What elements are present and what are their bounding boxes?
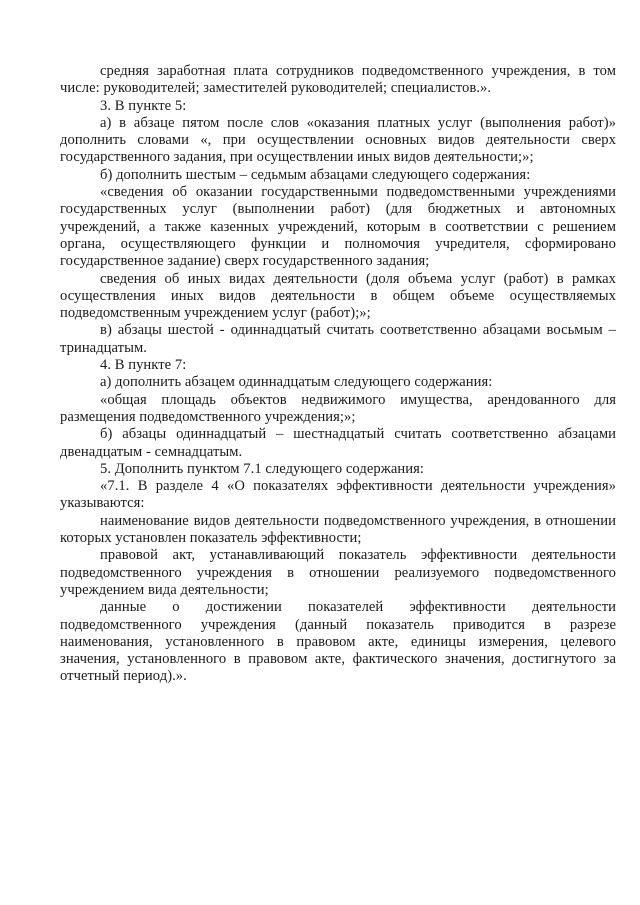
- paragraph-other-activities-info: сведения об иных видах деятельности (доля объема услуг (работ) в рамках осуществления иных видов деятельности в общем объеме осуществляемых подведомственным учреждением услуг (работ);»;: [60, 270, 616, 322]
- paragraph-activity-names: наименование видов деятельности подведомственного учреждения, в отношении которых установлен показатель эффективности;: [60, 512, 616, 547]
- paragraph-point-7-a: а) дополнить абзацем одиннадцатым следующего содержания:: [100, 374, 493, 391]
- paragraph-point-5-b: б) дополнить шестым – седьмым абзацами следующего содержания:: [100, 166, 531, 183]
- paragraph-salary-clause-end: средняя заработная плата сотрудников подведомственного учреждения, в том числе: руководителей; заместителей руководителей; специалистов.».: [60, 63, 616, 97]
- paragraph-point-5-heading: 3. В пункте 5:: [100, 97, 187, 114]
- paragraph-point-5-v: в) абзацы шестой - одиннадцатый считать соответственно абзацами восьмым – тринадцатым.: [60, 322, 616, 356]
- paragraph-point-7-1-heading: 5. Дополнить пунктом 7.1 следующего содержания:: [100, 460, 424, 477]
- paragraph-point-7-b: б) абзацы одиннадцатый – шестнадцатый считать соответственно абзацами двенадцатым - семнадцатым.: [60, 426, 616, 460]
- paragraph-legal-act: правовой акт, устанавливающий показатель эффективности деятельности подведомственного учреждения в отношении реализуемого подведомственного учреждением вида деятельности;: [60, 547, 616, 598]
- paragraph-section-4-intro: «7.1. В разделе 4 «О показателях эффективности деятельности учреждения» указываются:: [60, 478, 616, 512]
- paragraph-services-info: «сведения об оказании государственными подведомственными учреждениями государственных услуг (выполнении работ) (для бюджетных и автономных учреждений, а также казенных учреждений, которым в соответствии с решением органа, осуществляющего функции и полномочия учредителя, сформировано государственное задание) сверх государственного задания;: [60, 184, 616, 270]
- paragraph-point-7-heading: 4. В пункте 7:: [100, 357, 187, 374]
- paragraph-point-5-a: а) в абзаце пятом после слов «оказания платных услуг (выполнения работ)» дополнить словами «, при осуществлении основных видов деятельности сверх государственного задания, при осуществлении иных видов деятельности;»;: [60, 114, 616, 166]
- paragraph-achievement-data: данные о достижении показателей эффективности деятельности подведомственного учреждения (данный показатель приводится в разрезе наименования, установленного в правовом акте, единицы измерения, целевого значения, установленного в правовом акте, фактического значения, достигнутого за отчетный период).».: [60, 599, 616, 685]
- document-body: [60, 63, 616, 686]
- paragraph-leased-area: «общая площадь объектов недвижимого имущества, арендованного для размещения подведомственного учреждения;»;: [60, 391, 616, 425]
